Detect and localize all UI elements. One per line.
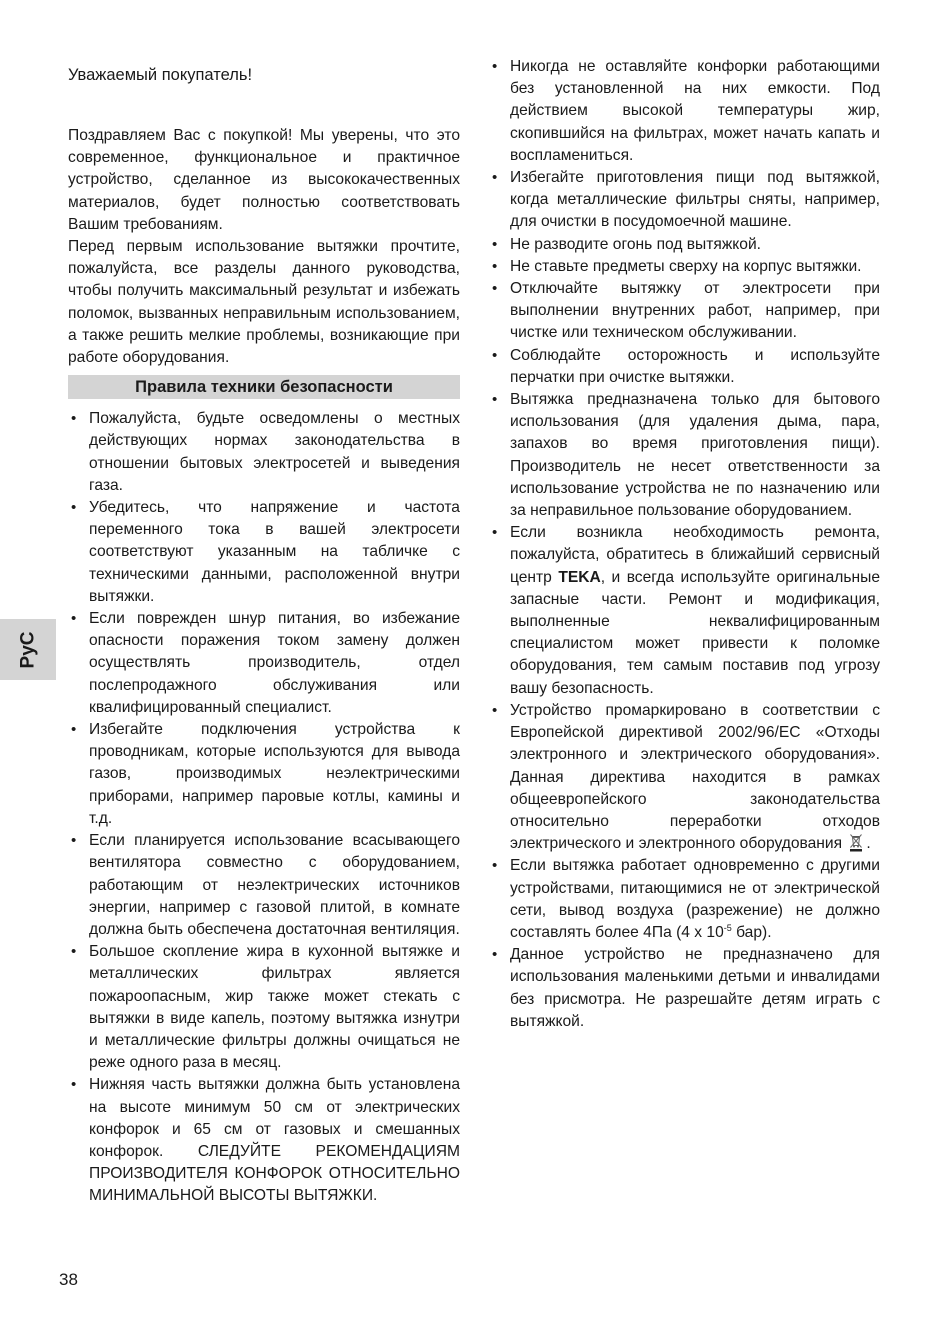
right-column [489, 56, 880, 1033]
repair-text-before: Если возникла необходимость ремонта, пожалуйста, обратитесь в ближайший сервисный центр [510, 524, 880, 586]
safety-item: • Нижняя часть вытяжки должна быть установлена на высоте минимум 50 см от электрических конфорок и 65 см от газовых и смешанных конфорок. СЛЕДУЙТЕ РЕКОМЕНДАЦИЯМ ПРОИЗВОДИТЕЛЯ КОНФОРОК ОТНОСИТЕЛЬНО МИНИМАЛЬНОЙ ВЫСОТЫ ВЫТЯЖКИ. [68, 1074, 460, 1207]
safety-item: • Пожалуйста, будьте осведомлены о местных действующих нормах законодательства в отношении бытовых электросетей и выведения газа. [68, 408, 460, 497]
intro-paragraph: Поздравляем Вас с покупкой! Мы уверены, что это современное, функциональное и практичное устройство, сделанное из высококачественных материалов, будет полностью соответствовать Вашим требованиям. [68, 127, 460, 233]
language-tab [0, 619, 56, 680]
safety-list-left [68, 408, 460, 1207]
safety-item: • Не ставьте предметы сверху на корпус вытяжки. [489, 256, 880, 278]
crossed-out-wheelie-bin-icon [848, 833, 864, 852]
safety-item: • Не разводите огонь под вытяжкой. [489, 234, 880, 256]
safety-item: • Избегайте подключения устройства к проводникам, которые используются для вывода газов, производимых неэлектрическими приборами, например паровые котлы, камины и т.д. [68, 719, 460, 830]
safety-item: • Убедитесь, что напряжение и частота переменного тока в вашей электросети соответствуют указанным на табличке с техническими данными, расположенной внутри вытяжки. [68, 497, 460, 608]
safety-item: • Никогда не оставляйте конфорки работающими без установленной на них емкости. Под действием высокой температуры жир, скопившийся на фильтрах, может начать капать и воспламениться. [489, 56, 880, 167]
safety-item: • Если планируется использование всасывающего вентилятора совместно с оборудованием, работающим от неэлектрических источников энергии, например с газовой плитой, в комнате должна быть обеспечена достаточная вентиляция. [68, 830, 460, 941]
greeting: Уважаемый покупатель! [68, 66, 253, 84]
intro-paragraph: Перед первым использование вытяжки прочтите, пожалуйста, все разделы данного руководства, чтобы получить максимальный результат и избежать поломок, вызванных неправильным использованием, а также решить мелкие проблемы, возникающие при работе оборудования. [68, 238, 460, 367]
page-number: 38 [59, 1270, 78, 1289]
section-heading-safety: Правила техники безопасности [68, 375, 460, 399]
safety-item-pressure [489, 855, 880, 944]
pressure-exponent: -5 [723, 922, 732, 933]
weee-text: Устройство промаркировано в соответствии с Европейской директивой 2002/96/EC «Отходы электронного и электрического оборудования». Данная директива находится в рамках общеевропейского законодательства относительно переработки отходов электрического и электронного оборудования [510, 701, 880, 853]
safety-item: • Вытяжка предназначена только для бытового использования (для удаления дыма, пара, запахов во время приготовления пищи). Производитель не несет ответственности за использование устройства не по назначению или за неправильное пользование оборудованием. [489, 389, 880, 522]
safety-item: • Соблюдайте осторожность и используйте перчатки при очистке вытяжки. [489, 345, 880, 389]
repair-text-after: , и всегда используйте оригинальные запасные части. Ремонт и модификация, выполненные неквалифицированным специалистом может привести к поломке оборудования, тем самым поставив под угрозу вашу безопасность. [510, 568, 881, 697]
safety-item-repair [489, 522, 880, 700]
safety-item: • Данное устройство не предназначено для использования маленькими детьми и инвалидами без присмотра. Не разрешайте детям играть с вытяжкой. [489, 944, 880, 1033]
brand-name: TEKA [558, 568, 601, 586]
safety-item: • Большое скопление жира в кухонной вытяжке и металлических фильтрах является пожароопасным, жир также может стекать с вытяжки в виде капель, поэтому вытяжка изнутри и металлические фильтры должны очищаться не реже одного раза в месяц. [68, 941, 460, 1074]
pressure-text-before: Если вытяжка работает одновременно с другими устройствами, питающимися не от электрической сети, вывод воздуха (разрежение) не должно составлять более 4Па (4 x 10 [510, 857, 880, 941]
safety-list-right [489, 56, 880, 1033]
safety-item: • Если поврежден шнур питания, во избежание опасности поражения током замену должен осуществлять производитель, отдел послепродажного обслуживания или квалифицированный специалист. [68, 608, 460, 719]
weee-end: . [866, 835, 871, 853]
safety-item: • Отключайте вытяжку от электросети при выполнении внутренних работ, например, при чистке или техническом обслуживании. [489, 278, 880, 345]
safety-item-weee [489, 700, 880, 855]
left-column [68, 56, 460, 1208]
language-tab-label: РуС [17, 631, 38, 668]
pressure-text-after: бар). [731, 923, 772, 941]
safety-item: • Избегайте приготовления пищи под вытяжкой, когда металлические фильтры сняты, например, для очистки в посудомоечной машине. [489, 167, 880, 234]
